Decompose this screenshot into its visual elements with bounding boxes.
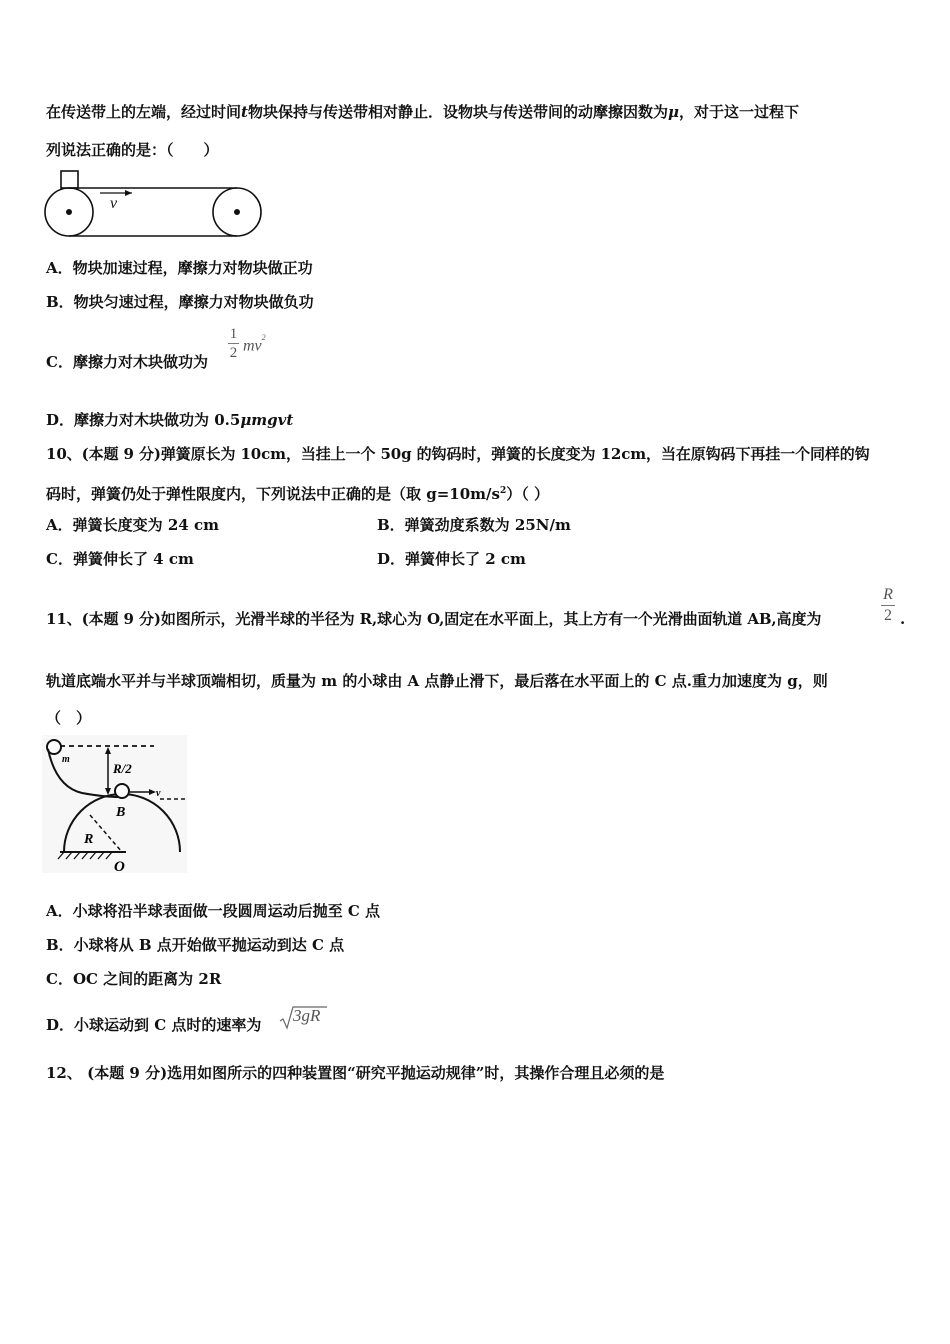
velocity-arrowhead	[125, 190, 132, 196]
math-mv: mv	[243, 337, 262, 355]
right-axle	[234, 209, 240, 215]
q9-option-b[interactable]: B．物块匀速过程，摩擦力对物块做负功	[46, 293, 314, 311]
q11-option-c[interactable]: C．OC 之间的距离为 2R	[46, 970, 222, 988]
velocity-label: v	[110, 195, 118, 212]
q10-option-c[interactable]: C．弹簧伸长了 4 cm	[46, 550, 194, 568]
q9-stem-text-c: ，对于这一过程下	[678, 103, 799, 121]
q11-option-d-text: D．小球运动到 C 点时的速率为	[46, 1016, 262, 1034]
q10-option-d[interactable]: D．弹簧伸长了 2 cm	[377, 550, 526, 568]
conveyor-belt-figure	[40, 168, 270, 240]
q9-option-d[interactable]	[46, 410, 293, 430]
q9-option-c-fraction	[228, 325, 239, 362]
q10-stem-text-b: ）（ ）	[506, 485, 549, 503]
q11-height-fraction	[881, 585, 895, 626]
hemisphere-track-figure	[42, 735, 192, 875]
q9-option-c-math	[243, 333, 266, 355]
fraction-denominator: 2	[229, 345, 238, 361]
q10-option-b[interactable]: B．弹簧劲度系数为 25N/m	[377, 516, 571, 534]
q9-option-d-math: μmgvt	[240, 411, 294, 429]
q9-var-t: t	[241, 103, 248, 121]
fraction-numerator: 1	[229, 326, 238, 342]
q11-option-d-math: 3gR	[293, 1006, 321, 1025]
label-v: v	[156, 788, 161, 799]
math-exponent: 2	[261, 333, 266, 342]
q9-stem-line2: 列说法正确的是：（ ）	[46, 141, 219, 159]
left-axle	[66, 209, 72, 215]
fraction-numerator: R	[883, 586, 893, 603]
q11-option-a[interactable]: A．小球将沿半球表面做一段圆周运动后抛至 C 点	[46, 902, 381, 920]
q9-option-c-text: C．摩擦力对木块做功为	[46, 353, 208, 371]
q9-var-mu: μ	[667, 103, 679, 121]
q9-option-c[interactable]	[46, 352, 208, 372]
q11-stem-line3: （ ）	[46, 709, 92, 727]
q10-stem-line2	[46, 481, 549, 504]
label-r: R	[84, 832, 94, 847]
q10-superscript: 2	[499, 486, 507, 496]
label-m: m	[62, 754, 70, 765]
fraction-denominator: 2	[884, 607, 892, 624]
block	[61, 171, 78, 188]
q9-option-d-text: D．摩擦力对木块做功为 0.5	[46, 411, 241, 429]
q12-stem: 12、 (本题 9 分)选用如图所示的四种装置图“研究平抛运动规律”时，其操作合理且必须的是	[46, 1064, 665, 1082]
q10-option-a[interactable]: A．弹簧长度变为 24 cm	[46, 516, 219, 534]
q10-stem-text-a: 码时，弹簧仍处于弹性限度内，下列说法中正确的是（取 g=10m/s	[46, 485, 500, 503]
q10-stem-line1: 10、(本题 9 分)弹簧原长为 10cm，当挂上一个 50g 的钩码时，弹簧的长度变为 12cm，当在原钩码下再挂一个同样的钩	[46, 445, 870, 463]
q11-stem-line2: 轨道底端水平并与半球顶端相切，质量为 m 的小球由 A 点静止滑下，最后落在水平面上的 C 点.重力加速度为 g，则	[46, 672, 828, 690]
q9-stem-text-b: 物块保持与传送带相对静止．设物块与传送带间的动摩擦因数为	[247, 103, 668, 121]
q9-option-a[interactable]: A．物块加速过程，摩擦力对物块做正功	[46, 259, 313, 277]
q11-option-d[interactable]	[46, 1015, 261, 1035]
q11-stem-line1: 11、(本题 9 分)如图所示，光滑半球的半径为 R,球心为 O,固定在水平面上，其上方有一个光滑曲面轨道 AB,高度为	[46, 610, 822, 628]
label-b: B	[116, 805, 126, 820]
q11-option-b[interactable]: B．小球将从 B 点开始做平抛运动到达 C 点	[46, 936, 345, 954]
label-o: O	[114, 859, 125, 875]
q11-stem-line1-end: .	[900, 610, 906, 628]
q9-stem-line1	[46, 102, 799, 122]
label-height: R/2	[113, 761, 132, 776]
q9-stem-text-a: 在传送带上的左端，经过时间	[46, 103, 242, 121]
ball-b	[115, 784, 129, 798]
